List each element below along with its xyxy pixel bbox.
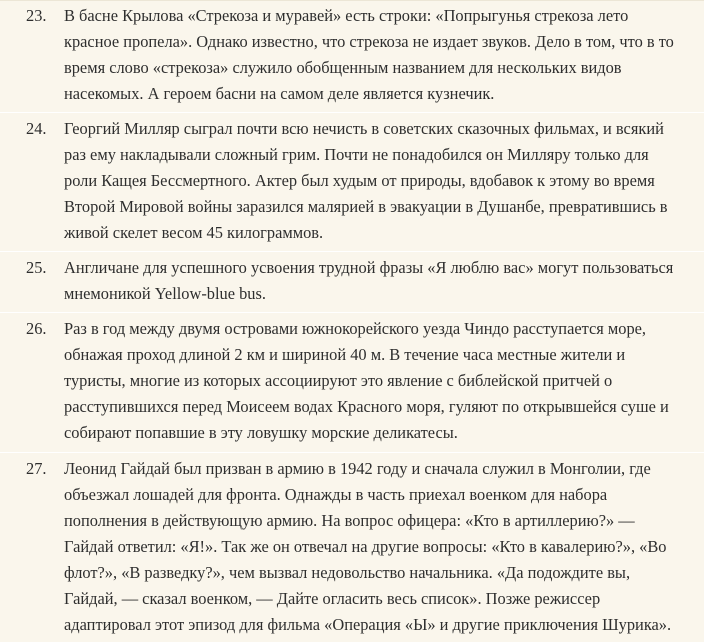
item-number: 23.: [26, 6, 47, 25]
item-text: Леонид Гайдай был призван в армию в 1942 году и сначала служил в Монголии, где объезжал лошадей для фронта. Однажды в часть приехал военком для набора пополнения в действующую армию. На вопрос офицера: «Кто в артиллерию?» — Гайдай ответил: «Я!». Так же он отвечал на другие вопросы: «Кто в кавалерию?», «Во флот?», «В разведку?», чем вызвал недовольство начальника. «Да подождите вы, Гайдай, — сказал военком, — Дайте огласить весь список». Позже режиссер адаптировал этот эпизод для фильма «Операция «Ы» и другие приключения Шурика».: [64, 459, 672, 634]
list-item: [0, 452, 704, 642]
item-text: Георгий Милляр сыграл почти всю нечисть в советских сказочных фильмах, и всякий раз ему накладывали сложный грим. Почти не понадобился он Милляру только для роли Кащея Бессмертного. Актер был худым от природы, вдобавок к этому во время Второй Мировой войны заразился малярией в эвакуации в Душанбе, превратившись в живой скелет весом 45 килограммов.: [64, 119, 668, 242]
list-item: [0, 112, 704, 251]
item-number: 24.: [26, 119, 47, 138]
item-number: 25.: [26, 258, 47, 277]
list-item: [0, 0, 704, 112]
item-text: В басне Крылова «Стрекоза и муравей» есть строки: «Попрыгунья стрекоза лето красное пропела». Однако известно, что стрекоза не издает звуков. Дело в том, что в то время слово «стрекоза» служило обобщенным названием для нескольких видов насекомых. А героем басни на самом деле является кузнечик.: [64, 6, 674, 103]
item-text: Англичане для успешного усвоения трудной фразы «Я люблю вас» могут пользоваться мнемоникой Yellow-blue bus.: [64, 258, 674, 303]
item-number: 27.: [26, 459, 47, 478]
item-number: 26.: [26, 319, 47, 338]
list-item: [0, 312, 704, 452]
item-text: Раз в год между двумя островами южнокорейского уезда Чиндо расступается море, обнажая проход длиной 2 км и шириной 40 м. В течение часа местные жители и туристы, многие из которых ассоциируют это явление с библейской притчей о расступившихся перед Моисеем водах Красного моря, гуляют по открывшейся суше и собирают попавшие в эту ловушку морские деликатесы.: [64, 319, 669, 442]
list-item: [0, 251, 704, 312]
